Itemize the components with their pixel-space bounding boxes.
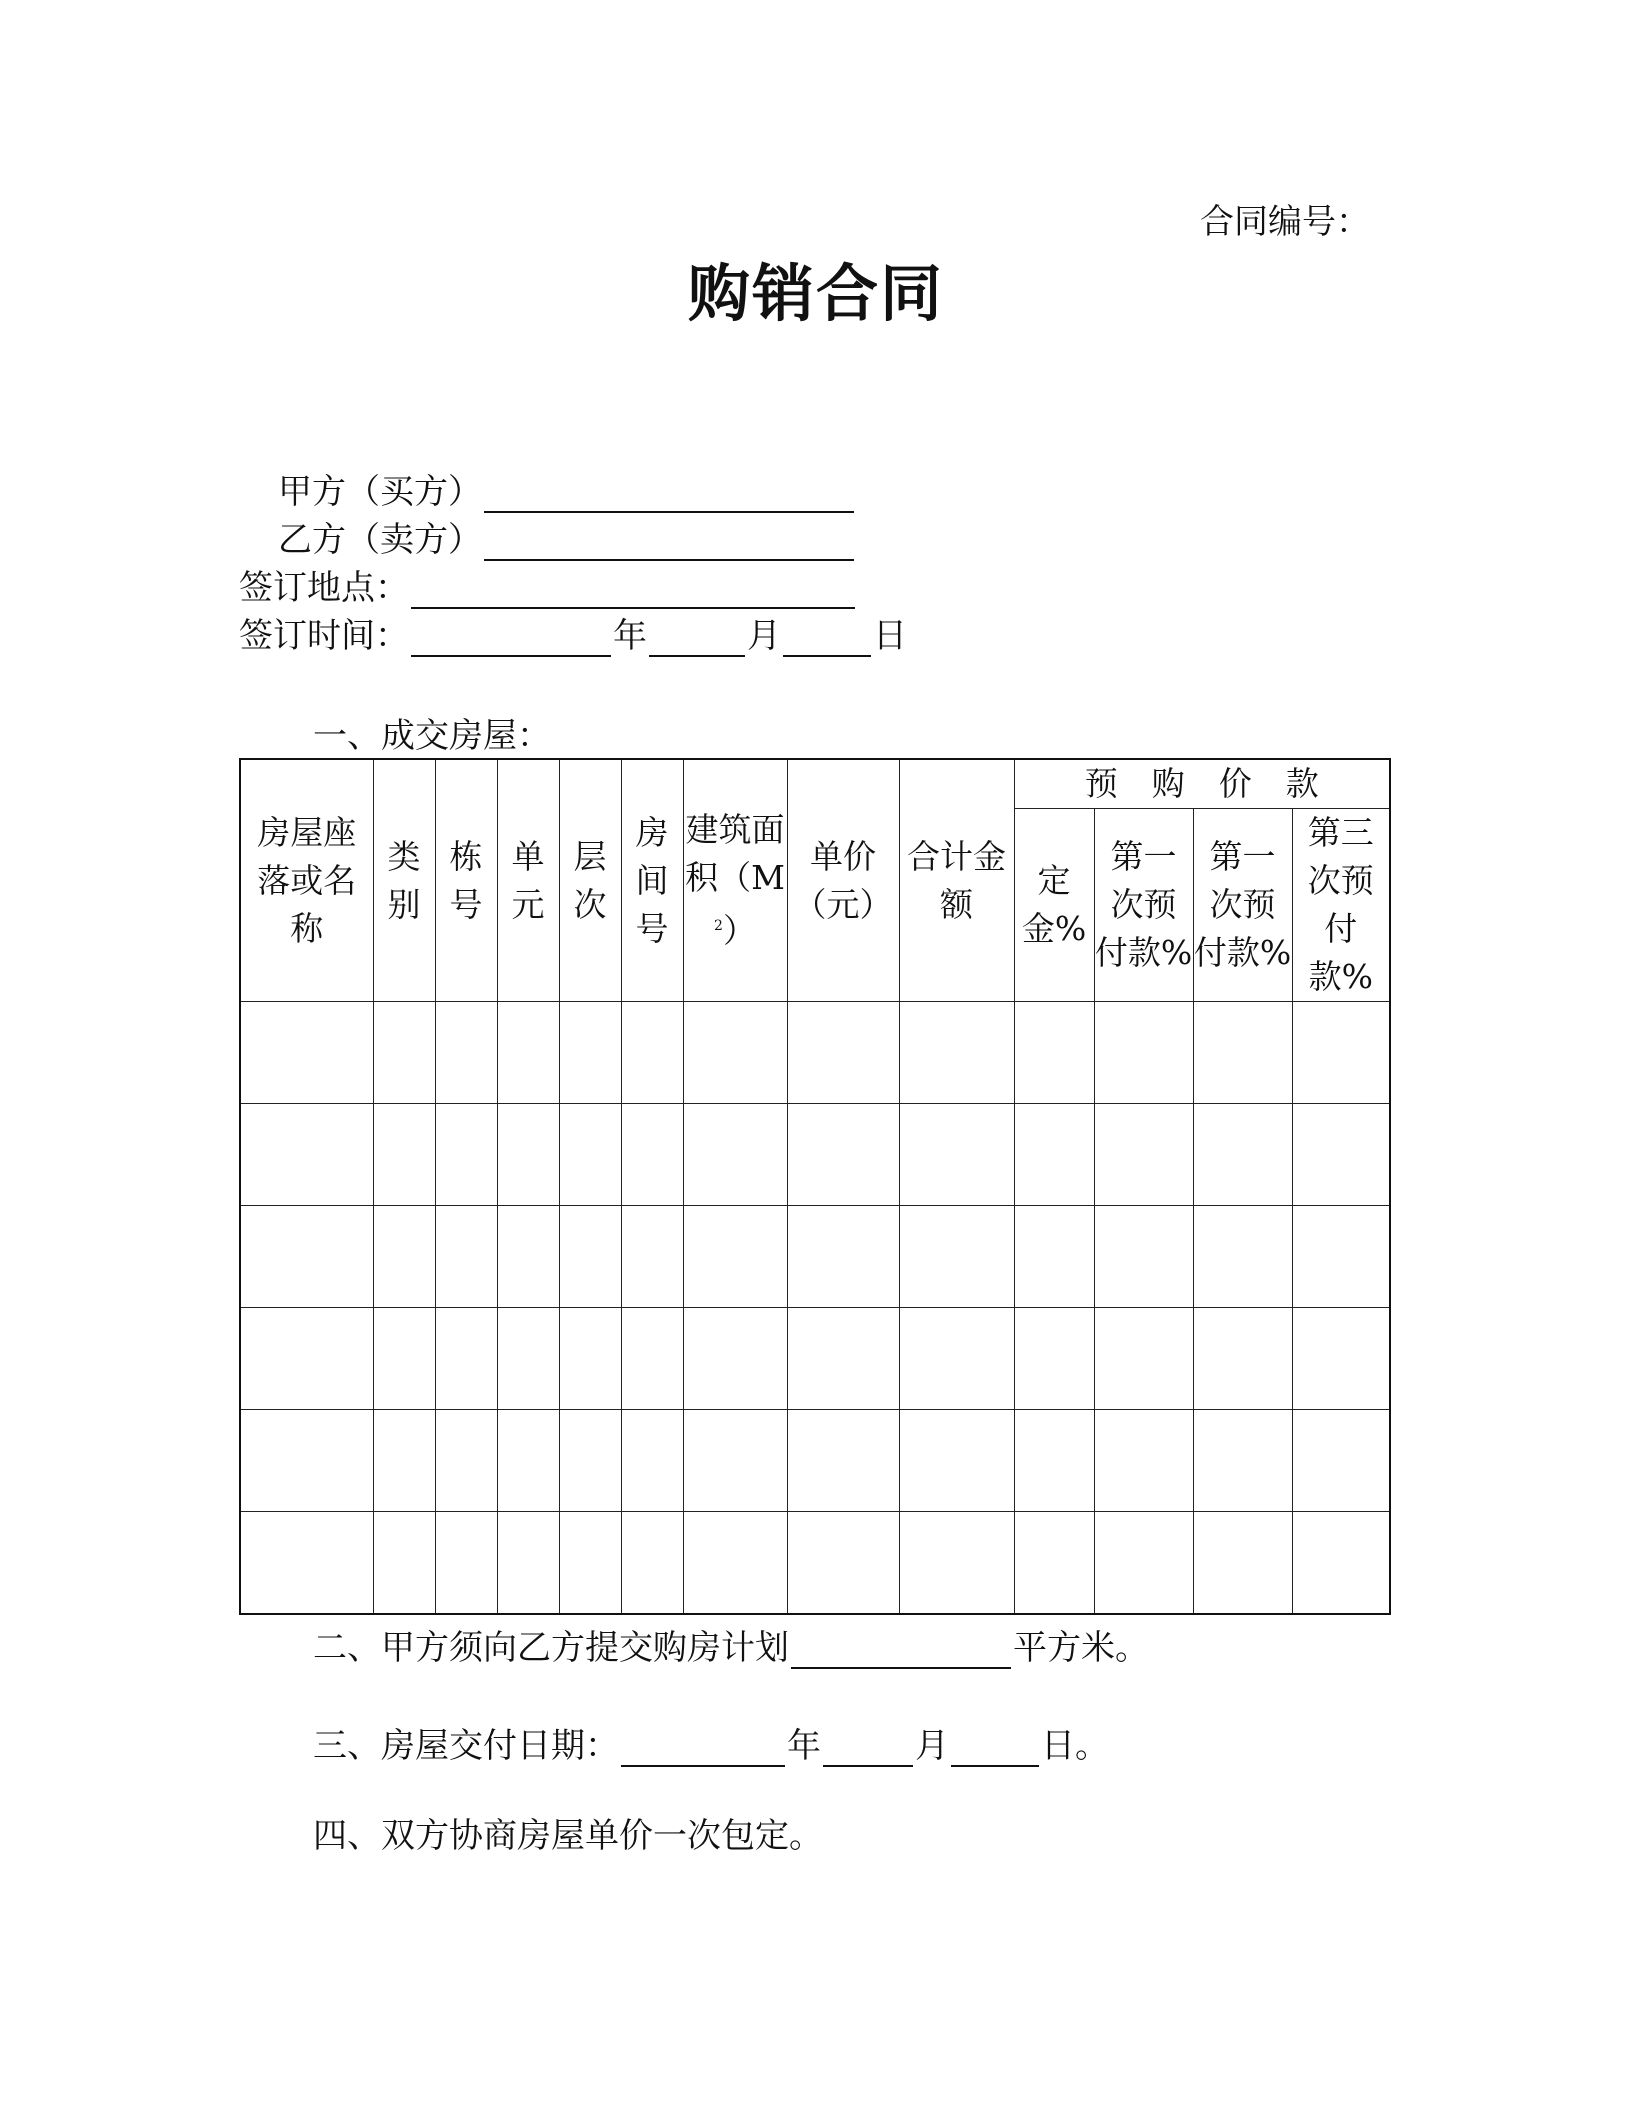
table-cell[interactable] <box>240 1512 373 1614</box>
table-cell[interactable] <box>899 1002 1014 1104</box>
table-cell[interactable] <box>1193 1308 1292 1410</box>
table-row <box>240 1104 1390 1206</box>
table-cell[interactable] <box>559 1002 621 1104</box>
table-cell[interactable] <box>240 1206 373 1308</box>
col-floor: 层次 <box>559 759 621 1002</box>
table-cell[interactable] <box>621 1002 683 1104</box>
table-cell[interactable] <box>899 1512 1014 1614</box>
time-year-label: 年 <box>613 616 647 656</box>
table-cell[interactable] <box>435 1206 497 1308</box>
table-cell[interactable] <box>1193 1512 1292 1614</box>
table-cell[interactable] <box>373 1512 435 1614</box>
col-building-no: 栋号 <box>435 759 497 1002</box>
col-total-amount: 合计金额 <box>899 759 1014 1002</box>
table-cell[interactable] <box>1193 1410 1292 1512</box>
table-cell[interactable] <box>559 1512 621 1614</box>
col-area <box>683 759 787 1002</box>
table-cell[interactable] <box>621 1206 683 1308</box>
table-cell[interactable] <box>621 1308 683 1410</box>
table-cell[interactable] <box>1292 1104 1390 1206</box>
delivery-day-label: 日。 <box>1041 1726 1109 1766</box>
section-3-text: 三、房屋交付日期： <box>313 1726 619 1766</box>
col-unit-price: 单价（元） <box>787 759 899 1002</box>
table-row <box>240 1410 1390 1512</box>
table-cell[interactable] <box>373 1002 435 1104</box>
section-2 <box>313 1620 1149 1669</box>
col-deposit: 定金% <box>1014 809 1094 1002</box>
col-location: 房屋座落或名称 <box>240 759 373 1002</box>
table-cell[interactable] <box>683 1002 787 1104</box>
table-cell[interactable] <box>435 1002 497 1104</box>
col-area-sup: 2 <box>714 918 723 934</box>
table-cell[interactable] <box>1014 1410 1094 1512</box>
table-cell[interactable] <box>1014 1512 1094 1614</box>
table-cell[interactable] <box>1094 1002 1193 1104</box>
section-3 <box>313 1718 1109 1767</box>
buyer-label: 甲方（买方） <box>278 472 482 512</box>
table-cell[interactable] <box>373 1410 435 1512</box>
time-label: 签订时间： <box>239 616 409 656</box>
buyer-field <box>278 464 856 513</box>
place-blank[interactable] <box>411 577 855 609</box>
table-cell[interactable] <box>1292 1308 1390 1410</box>
houses-table <box>239 758 1391 1615</box>
table-cell[interactable] <box>899 1206 1014 1308</box>
table-row <box>240 1206 1390 1308</box>
seller-blank[interactable] <box>484 529 854 561</box>
table-cell[interactable] <box>559 1104 621 1206</box>
delivery-month-blank[interactable] <box>823 1735 913 1767</box>
table-cell[interactable] <box>497 1512 559 1614</box>
time-day-label: 日 <box>873 616 907 656</box>
table-cell[interactable] <box>1292 1512 1390 1614</box>
table-cell[interactable] <box>1094 1104 1193 1206</box>
col-prepay-2: 第一次预付款% <box>1193 809 1292 1002</box>
table-cell[interactable] <box>435 1104 497 1206</box>
time-month-label: 月 <box>747 616 781 656</box>
table-cell[interactable] <box>497 1002 559 1104</box>
place-field <box>239 560 857 609</box>
table-cell[interactable] <box>787 1002 899 1104</box>
time-day-blank[interactable] <box>783 625 871 657</box>
table-cell[interactable] <box>787 1512 899 1614</box>
col-prepay-group: 预购价款 <box>1014 759 1390 809</box>
table-cell[interactable] <box>1094 1512 1193 1614</box>
table-cell[interactable] <box>435 1512 497 1614</box>
table-cell[interactable] <box>787 1104 899 1206</box>
table-row <box>240 1512 1390 1614</box>
col-room-no: 房间号 <box>621 759 683 1002</box>
table-cell[interactable] <box>240 1308 373 1410</box>
table-cell[interactable] <box>435 1308 497 1410</box>
table-cell[interactable] <box>683 1512 787 1614</box>
table-cell[interactable] <box>435 1410 497 1512</box>
table-cell[interactable] <box>1292 1410 1390 1512</box>
table-cell[interactable] <box>621 1512 683 1614</box>
section-2-suffix: 平方米。 <box>1013 1628 1149 1668</box>
col-area-close: ） <box>722 911 756 950</box>
time-month-blank[interactable] <box>649 625 745 657</box>
table-cell[interactable] <box>1014 1308 1094 1410</box>
delivery-day-blank[interactable] <box>951 1735 1039 1767</box>
table-cell[interactable] <box>240 1104 373 1206</box>
table-cell[interactable] <box>497 1410 559 1512</box>
delivery-year-label: 年 <box>787 1726 821 1766</box>
document-title: 购销合同 <box>687 257 944 330</box>
table-cell[interactable] <box>899 1410 1014 1512</box>
table-cell[interactable] <box>1014 1002 1094 1104</box>
table-cell[interactable] <box>1193 1206 1292 1308</box>
col-unit: 单元 <box>497 759 559 1002</box>
section-2-text: 二、甲方须向乙方提交购房计划 <box>313 1628 789 1668</box>
table-cell[interactable] <box>1193 1002 1292 1104</box>
table-cell[interactable] <box>899 1308 1014 1410</box>
table-cell[interactable] <box>1292 1002 1390 1104</box>
section-4: 四、双方协商房屋单价一次包定。 <box>313 1816 823 1856</box>
table-cell[interactable] <box>373 1308 435 1410</box>
table-cell[interactable] <box>373 1206 435 1308</box>
table-row <box>240 1002 1390 1104</box>
table-cell[interactable] <box>1193 1104 1292 1206</box>
table-body <box>240 1002 1390 1614</box>
table-cell[interactable] <box>1292 1206 1390 1308</box>
table-cell[interactable] <box>240 1410 373 1512</box>
place-label: 签订地点： <box>239 568 409 608</box>
seller-field <box>278 512 856 561</box>
table-cell[interactable] <box>621 1104 683 1206</box>
table-cell[interactable] <box>497 1104 559 1206</box>
table-cell[interactable] <box>899 1104 1014 1206</box>
table-cell[interactable] <box>1094 1410 1193 1512</box>
table-cell[interactable] <box>373 1104 435 1206</box>
table-cell[interactable] <box>683 1206 787 1308</box>
table-cell[interactable] <box>559 1410 621 1512</box>
delivery-year-blank[interactable] <box>621 1735 785 1767</box>
table-cell[interactable] <box>787 1206 899 1308</box>
table-cell[interactable] <box>683 1308 787 1410</box>
table-cell[interactable] <box>1014 1104 1094 1206</box>
table-cell[interactable] <box>497 1206 559 1308</box>
table-cell[interactable] <box>559 1206 621 1308</box>
plan-area-blank[interactable] <box>791 1637 1011 1669</box>
time-year-blank[interactable] <box>411 625 611 657</box>
contract-number-label: 合同编号： <box>1200 202 1370 242</box>
table-cell[interactable] <box>787 1410 899 1512</box>
table-cell[interactable] <box>787 1308 899 1410</box>
delivery-month-label: 月 <box>915 1726 949 1766</box>
buyer-blank[interactable] <box>484 481 854 513</box>
table-cell[interactable] <box>559 1308 621 1410</box>
table-cell[interactable] <box>621 1410 683 1512</box>
table-cell[interactable] <box>1094 1308 1193 1410</box>
table-cell[interactable] <box>1014 1206 1094 1308</box>
col-category: 类别 <box>373 759 435 1002</box>
time-field <box>239 608 907 657</box>
table-cell[interactable] <box>240 1002 373 1104</box>
col-area-label: 建筑面积（M <box>685 810 785 897</box>
table-cell[interactable] <box>683 1104 787 1206</box>
table-row <box>240 1308 1390 1410</box>
table-cell[interactable] <box>683 1410 787 1512</box>
table-cell[interactable] <box>497 1308 559 1410</box>
col-prepay-1: 第一次预付款% <box>1094 809 1193 1002</box>
col-prepay-3: 第三次预付款% <box>1292 809 1390 1002</box>
table-cell[interactable] <box>1094 1206 1193 1308</box>
seller-label: 乙方（卖方） <box>278 520 482 560</box>
section-1-heading: 一、成交房屋： <box>313 716 551 756</box>
